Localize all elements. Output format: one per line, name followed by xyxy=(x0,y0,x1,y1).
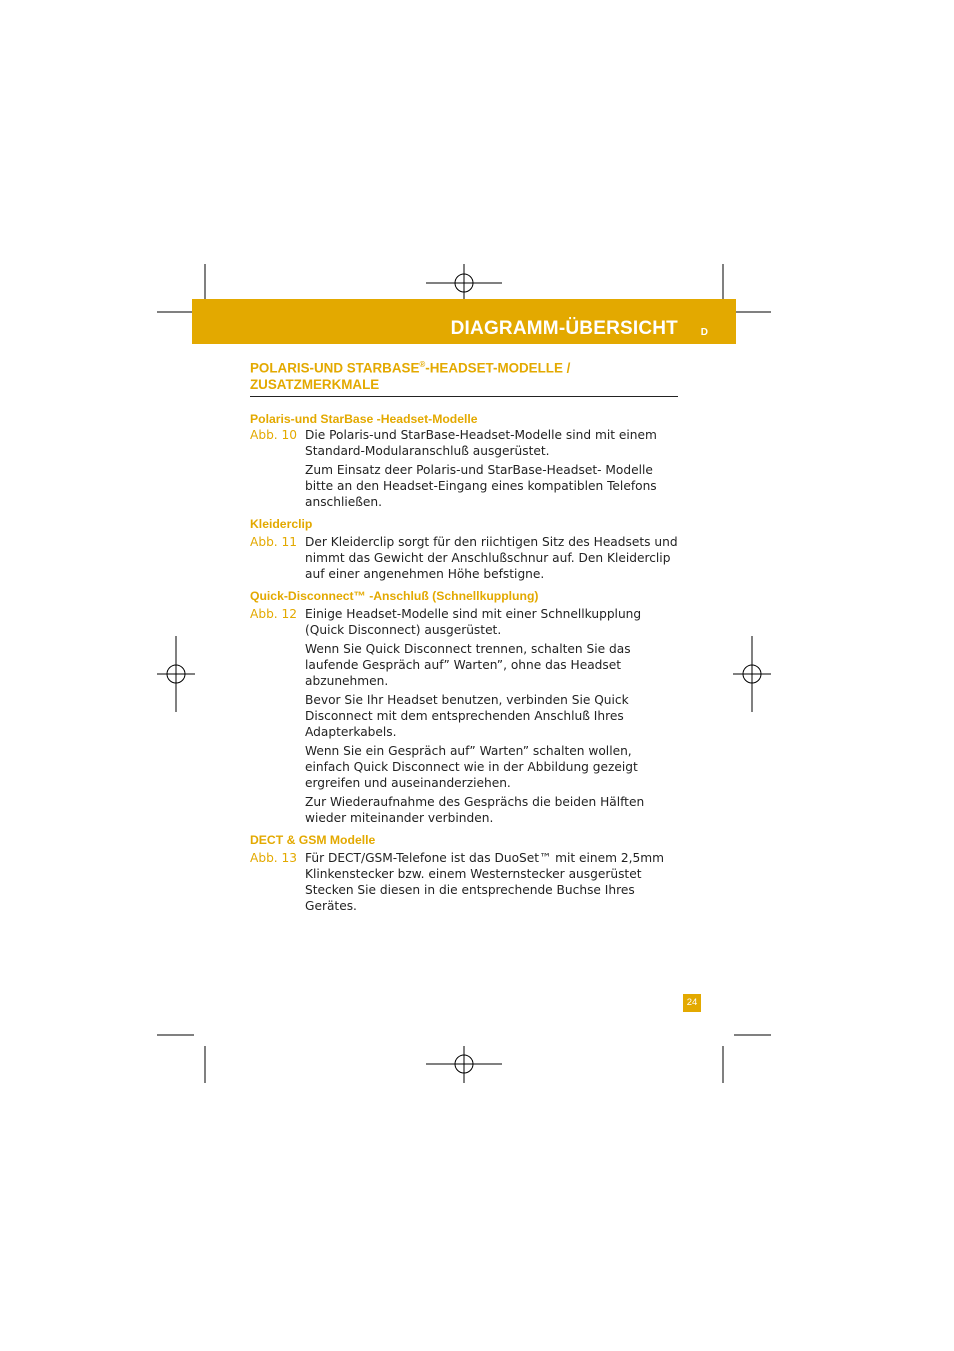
paragraph: Einige Headset-Modelle sind mit einer Schnellkupplung (Quick Disconnect) ausgerüstet. xyxy=(305,607,642,638)
feature-heading: Polaris-und StarBase -Headset-Modelle xyxy=(250,412,478,427)
paragraph: Wenn Sie Quick Disconnect trennen, schalten Sie das laufende Gespräch auf” Warten”, ohne das Headset abzunehmen. xyxy=(305,642,631,689)
paragraph: Zum Einsatz deer Polaris-und StarBase-Headset- Modelle bitte an den Headset-Eingang eines kompatiblen Telefons anschließen. xyxy=(305,463,657,510)
paragraph: Wenn Sie ein Gespräch auf” Warten” schalten wollen, einfach Quick Disconnect wie in der Abbildung gezeigt ergreifen und auseinanderziehen. xyxy=(305,744,638,791)
section-title: POLARIS-UND STARBASE®-HEADSET-MODELLE / ZUSATZMERKMALE xyxy=(250,356,678,397)
content xyxy=(250,356,678,914)
figure-ref: Abb. 13 xyxy=(250,851,298,866)
figure-ref: Abb. 12 xyxy=(250,607,298,622)
page-number: 24 xyxy=(683,994,701,1012)
paragraph: Die Polaris-und StarBase-Headset-Modelle sind mit einem Standard-Modularanschluß ausgerüstet. xyxy=(305,428,657,459)
feature-row xyxy=(250,606,678,638)
feature-row xyxy=(250,534,678,582)
page-title: DIAGRAMM-ÜBERSICHT xyxy=(450,318,678,339)
language-code: D xyxy=(700,327,708,338)
paragraph: Für DECT/GSM-Telefone ist das DuoSet™ mit einem 2,5mm Klinkenstecker bzw. einem Westernstecker ausgerüstet Stecken Sie diesen in die entsprechende Buchse Ihres Gerätes. xyxy=(305,851,665,914)
paragraph: Zur Wiederaufnahme des Gesprächs die beiden Hälften wieder miteinander verbinden. xyxy=(305,795,645,826)
feature-block xyxy=(250,832,678,914)
feature-block xyxy=(250,516,678,582)
paragraph: Der Kleiderclip sorgt für den riichtigen Sitz des Headsets und nimmt das Gewicht der Anschlußschnur auf. Den Kleiderclip auf einer angenehmen Höhe befstigne. xyxy=(305,535,678,582)
feature-row xyxy=(250,850,678,914)
figure-ref: Abb. 10 xyxy=(250,428,298,443)
figure-ref: Abb. 11 xyxy=(250,535,298,550)
feature-block xyxy=(250,411,678,510)
feature-block xyxy=(250,588,678,826)
feature-heading: Kleiderclip xyxy=(250,517,313,532)
paragraph: Bevor Sie Ihr Headset benutzen, verbinden Sie Quick Disconnect mit dem entsprechenden Anschluß Ihres Adapterkabels. xyxy=(305,693,629,740)
feature-heading: DECT & GSM Modelle xyxy=(250,833,376,848)
header-bar xyxy=(192,299,736,344)
feature-row xyxy=(250,427,678,459)
feature-heading: Quick-Disconnect™ -Anschluß (Schnellkupplung) xyxy=(250,589,539,604)
